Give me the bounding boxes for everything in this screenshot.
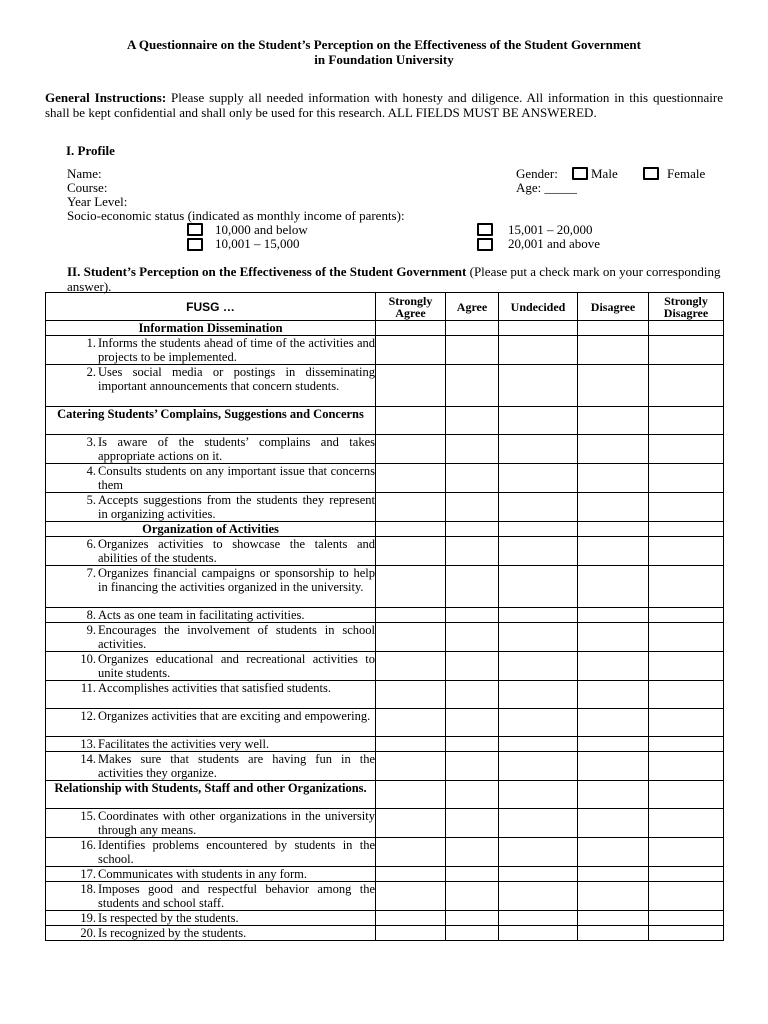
year-level-label: Year Level: — [67, 194, 128, 209]
question-cell — [46, 911, 376, 926]
question-text: Imposes good and respectful behavior among the students and school staff. — [98, 882, 375, 910]
response-cell[interactable] — [578, 737, 649, 752]
response-cell[interactable] — [578, 882, 649, 911]
category-blank-cell — [578, 407, 649, 435]
part2-heading-block — [67, 264, 723, 294]
response-cell[interactable] — [578, 493, 649, 522]
response-cell[interactable] — [649, 867, 724, 882]
category-blank-cell — [446, 407, 499, 435]
header-agree: Agree — [446, 293, 499, 321]
question-wrap — [46, 838, 375, 866]
response-cell[interactable] — [499, 709, 578, 737]
profile-heading: I. Profile — [66, 143, 115, 158]
question-wrap — [46, 709, 375, 723]
question-row — [46, 911, 724, 926]
category-blank-cell — [499, 522, 578, 537]
question-number: 1. — [86, 336, 96, 350]
category-row — [46, 781, 724, 809]
response-cell[interactable] — [578, 566, 649, 608]
response-cell[interactable] — [376, 608, 446, 623]
response-cell[interactable] — [578, 537, 649, 566]
response-cell[interactable] — [499, 882, 578, 911]
response-cell[interactable] — [649, 737, 724, 752]
response-cell[interactable] — [578, 464, 649, 493]
category-blank-cell — [376, 321, 446, 336]
question-cell — [46, 809, 376, 838]
question-number: 14. — [80, 752, 96, 766]
income-checkbox-3[interactable] — [477, 223, 493, 236]
question-wrap — [46, 752, 375, 780]
response-cell[interactable] — [578, 867, 649, 882]
category-blank-cell — [376, 522, 446, 537]
category-title: Organization of Activities — [46, 522, 376, 537]
question-number: 19. — [80, 911, 96, 925]
question-wrap — [46, 608, 375, 622]
response-cell[interactable] — [578, 623, 649, 652]
response-cell[interactable] — [649, 336, 724, 365]
question-cell — [46, 709, 376, 737]
question-cell — [46, 365, 376, 407]
response-cell[interactable] — [446, 838, 499, 867]
course-label: Course: — [67, 180, 108, 195]
question-text: Encourages the involvement of students in school activities. — [98, 623, 375, 651]
question-wrap — [46, 537, 375, 565]
income-checkbox-1[interactable] — [187, 223, 203, 236]
response-cell[interactable] — [578, 652, 649, 681]
question-text: Is recognized by the students. — [98, 926, 247, 940]
response-cell[interactable] — [649, 926, 724, 941]
title-line-1: A Questionnaire on the Student’s Perception on the Effectiveness of the Student Government — [127, 37, 641, 52]
response-cell[interactable] — [446, 623, 499, 652]
category-blank-cell — [446, 781, 499, 809]
question-text: Organizes financial campaigns or sponsorship to help in financing the activities organized in the university. — [98, 566, 375, 594]
item-column-header: FUSG … — [46, 293, 376, 321]
response-cell[interactable] — [376, 838, 446, 867]
question-text: Is aware of the students’ complains and takes appropriate actions on it. — [98, 435, 375, 463]
instructions-text: Please supply all needed information with honesty and diligence. All information in this questionnaire shall be kept confidential and shall only be used for this research. ALL FIELDS MUST BE ANSWERED. — [45, 90, 723, 120]
question-text: Organizes activities to showcase the talents and abilities of the students. — [98, 537, 375, 565]
question-row — [46, 737, 724, 752]
response-cell[interactable] — [376, 681, 446, 709]
question-row — [46, 336, 724, 365]
category-blank-cell — [499, 321, 578, 336]
response-cell[interactable] — [376, 809, 446, 838]
question-cell — [46, 926, 376, 941]
income-option-1: 10,000 and below — [215, 222, 308, 237]
response-cell[interactable] — [649, 681, 724, 709]
question-cell — [46, 623, 376, 652]
question-number: 7. — [86, 566, 96, 580]
male-label: Male — [591, 166, 618, 181]
question-cell — [46, 882, 376, 911]
category-title: Catering Students’ Complains, Suggestions and Concerns — [46, 407, 376, 435]
question-number: 2. — [86, 365, 96, 379]
question-number: 13. — [80, 737, 96, 751]
question-row — [46, 566, 724, 608]
question-text: Organizes educational and recreational activities to unite students. — [98, 652, 375, 680]
question-text: Makes sure that students are having fun in the activities they organize. — [98, 752, 375, 780]
response-cell[interactable] — [499, 435, 578, 464]
question-cell — [46, 537, 376, 566]
response-cell[interactable] — [499, 737, 578, 752]
question-number: 20. — [80, 926, 96, 940]
perception-table — [45, 292, 724, 941]
response-cell[interactable] — [649, 882, 724, 911]
response-cell[interactable] — [578, 608, 649, 623]
response-cell[interactable] — [649, 493, 724, 522]
question-row — [46, 435, 724, 464]
question-row — [46, 838, 724, 867]
response-cell[interactable] — [499, 652, 578, 681]
response-cell[interactable] — [649, 709, 724, 737]
category-row — [46, 407, 724, 435]
question-cell — [46, 752, 376, 781]
income-checkbox-4[interactable] — [477, 238, 493, 251]
response-cell[interactable] — [376, 752, 446, 781]
question-number: 17. — [80, 867, 96, 881]
response-cell[interactable] — [446, 566, 499, 608]
question-number: 11. — [80, 681, 96, 695]
table-body — [46, 321, 724, 941]
question-row — [46, 652, 724, 681]
instructions-label: General Instructions: — [45, 90, 167, 105]
category-blank-cell — [649, 407, 724, 435]
response-cell[interactable] — [649, 809, 724, 838]
category-row — [46, 522, 724, 537]
question-number: 10. — [80, 652, 96, 666]
category-blank-cell — [649, 321, 724, 336]
response-cell[interactable] — [578, 336, 649, 365]
question-cell — [46, 464, 376, 493]
question-wrap — [46, 882, 375, 910]
table-header-row — [46, 293, 724, 321]
category-blank-cell — [446, 321, 499, 336]
question-text: Facilitates the activities very well. — [98, 737, 270, 751]
header-strongly-agree: Strongly Agree — [376, 293, 446, 321]
response-cell[interactable] — [446, 926, 499, 941]
question-text: Uses social media or postings in disseminating important announcements that concern students. — [98, 365, 375, 393]
response-cell[interactable] — [649, 464, 724, 493]
response-cell[interactable] — [499, 493, 578, 522]
question-cell — [46, 681, 376, 709]
question-cell — [46, 435, 376, 464]
response-cell[interactable] — [499, 464, 578, 493]
response-cell[interactable] — [376, 867, 446, 882]
question-text: Identifies problems encountered by students in the school. — [98, 838, 375, 866]
question-row — [46, 867, 724, 882]
response-cell[interactable] — [376, 566, 446, 608]
question-number: 5. — [86, 493, 96, 507]
response-cell[interactable] — [446, 464, 499, 493]
response-cell[interactable] — [649, 365, 724, 407]
question-wrap — [46, 867, 375, 881]
response-cell[interactable] — [446, 493, 499, 522]
response-cell[interactable] — [499, 867, 578, 882]
response-cell[interactable] — [376, 926, 446, 941]
question-wrap — [46, 809, 375, 837]
question-row — [46, 882, 724, 911]
response-cell[interactable] — [376, 365, 446, 407]
question-text: Accepts suggestions from the students they represent in organizing activities. — [98, 493, 375, 521]
response-cell[interactable] — [649, 752, 724, 781]
response-cell[interactable] — [499, 608, 578, 623]
question-cell — [46, 867, 376, 882]
income-option-4: 20,001 and above — [508, 236, 601, 251]
response-cell[interactable] — [376, 623, 446, 652]
response-cell[interactable] — [578, 809, 649, 838]
question-wrap — [46, 464, 375, 492]
response-cell[interactable] — [499, 537, 578, 566]
header-strongly-disagree: Strongly Disagree — [649, 293, 724, 321]
response-cell[interactable] — [376, 709, 446, 737]
question-wrap — [46, 926, 375, 940]
category-blank-cell — [376, 781, 446, 809]
header-disagree: Disagree — [578, 293, 649, 321]
response-cell[interactable] — [446, 336, 499, 365]
question-text: Coordinates with other organizations in the university through any means. — [98, 809, 375, 837]
response-cell[interactable] — [446, 737, 499, 752]
question-wrap — [46, 336, 375, 364]
female-label: Female — [667, 166, 706, 181]
response-cell[interactable] — [446, 608, 499, 623]
response-cell[interactable] — [376, 464, 446, 493]
response-cell[interactable] — [446, 365, 499, 407]
female-checkbox[interactable] — [643, 167, 659, 180]
response-cell[interactable] — [649, 911, 724, 926]
response-cell[interactable] — [446, 652, 499, 681]
category-blank-cell — [446, 522, 499, 537]
title-line-2: in Foundation University — [314, 52, 454, 67]
response-cell[interactable] — [499, 809, 578, 838]
response-cell[interactable] — [446, 882, 499, 911]
question-cell — [46, 336, 376, 365]
category-blank-cell — [499, 781, 578, 809]
response-cell[interactable] — [499, 623, 578, 652]
question-row — [46, 493, 724, 522]
question-cell — [46, 493, 376, 522]
response-cell[interactable] — [499, 911, 578, 926]
response-cell[interactable] — [446, 537, 499, 566]
question-number: 18. — [80, 882, 96, 896]
ses-label: Socio-economic status (indicated as monthly income of parents): — [67, 208, 405, 223]
male-checkbox[interactable] — [572, 167, 588, 180]
question-text: Organizes activities that are exciting and empowering. — [98, 709, 371, 723]
response-cell[interactable] — [578, 681, 649, 709]
question-text: Acts as one team in facilitating activities. — [98, 608, 305, 622]
question-row — [46, 537, 724, 566]
question-wrap — [46, 566, 375, 594]
category-blank-cell — [578, 522, 649, 537]
question-row — [46, 926, 724, 941]
question-text: Is respected by the students. — [98, 911, 239, 925]
question-text: Consults students on any important issue that concerns them — [98, 464, 375, 492]
response-cell[interactable] — [446, 435, 499, 464]
question-row — [46, 752, 724, 781]
question-text: Accomplishes activities that satisfied students. — [98, 681, 331, 695]
gender-label: Gender: — [516, 166, 558, 181]
response-cell[interactable] — [649, 623, 724, 652]
question-wrap — [46, 435, 375, 463]
response-cell[interactable] — [499, 336, 578, 365]
response-cell[interactable] — [446, 681, 499, 709]
question-number: 8. — [86, 608, 96, 622]
category-row — [46, 321, 724, 336]
response-cell[interactable] — [376, 652, 446, 681]
question-row — [46, 608, 724, 623]
response-cell[interactable] — [446, 867, 499, 882]
question-number: 16. — [80, 838, 96, 852]
response-cell[interactable] — [499, 752, 578, 781]
response-cell[interactable] — [649, 537, 724, 566]
response-cell[interactable] — [578, 709, 649, 737]
response-cell[interactable] — [649, 566, 724, 608]
category-blank-cell — [376, 407, 446, 435]
response-cell[interactable] — [578, 752, 649, 781]
question-row — [46, 464, 724, 493]
category-blank-cell — [649, 781, 724, 809]
question-text: Communicates with students in any form. — [98, 867, 308, 881]
income-option-2: 10,001 – 15,000 — [215, 236, 300, 251]
question-wrap — [46, 737, 375, 751]
general-instructions — [45, 90, 723, 120]
category-title: Relationship with Students, Staff and other Organizations. — [46, 781, 376, 809]
response-cell[interactable] — [376, 493, 446, 522]
name-label: Name: — [67, 166, 102, 181]
part2-note: (Please put a check mark on your corresponding answer). — [67, 264, 721, 294]
category-blank-cell — [649, 522, 724, 537]
response-cell[interactable] — [578, 365, 649, 407]
category-blank-cell — [499, 407, 578, 435]
question-cell — [46, 737, 376, 752]
response-cell[interactable] — [578, 926, 649, 941]
question-number: 4. — [86, 464, 96, 478]
question-row — [46, 623, 724, 652]
question-cell — [46, 838, 376, 867]
response-cell[interactable] — [499, 681, 578, 709]
question-number: 3. — [86, 435, 96, 449]
question-row — [46, 709, 724, 737]
category-blank-cell — [578, 781, 649, 809]
question-wrap — [46, 365, 375, 393]
category-blank-cell — [578, 321, 649, 336]
response-cell[interactable] — [446, 911, 499, 926]
question-wrap — [46, 652, 375, 680]
response-cell[interactable] — [578, 838, 649, 867]
response-cell[interactable] — [376, 737, 446, 752]
response-cell[interactable] — [499, 838, 578, 867]
response-cell[interactable] — [578, 435, 649, 464]
response-cell[interactable] — [499, 926, 578, 941]
question-row — [46, 681, 724, 709]
response-cell[interactable] — [446, 752, 499, 781]
response-cell[interactable] — [649, 652, 724, 681]
question-cell — [46, 652, 376, 681]
response-cell[interactable] — [649, 608, 724, 623]
response-cell[interactable] — [376, 882, 446, 911]
question-row — [46, 809, 724, 838]
response-cell[interactable] — [649, 435, 724, 464]
response-cell[interactable] — [499, 566, 578, 608]
question-cell — [46, 566, 376, 608]
question-text: Informs the students ahead of time of the activities and projects to be implemented. — [98, 336, 375, 364]
question-wrap — [46, 493, 375, 521]
response-cell[interactable] — [446, 809, 499, 838]
income-checkbox-2[interactable] — [187, 238, 203, 251]
question-number: 9. — [86, 623, 96, 637]
response-cell[interactable] — [376, 537, 446, 566]
question-row — [46, 365, 724, 407]
question-wrap — [46, 623, 375, 651]
header-undecided: Undecided — [499, 293, 578, 321]
question-cell — [46, 608, 376, 623]
question-number: 15. — [80, 809, 96, 823]
response-cell[interactable] — [499, 365, 578, 407]
question-number: 12. — [80, 709, 96, 723]
question-number: 6. — [86, 537, 96, 551]
category-title: Information Dissemination — [46, 321, 376, 336]
question-wrap — [46, 911, 375, 925]
response-cell[interactable] — [376, 911, 446, 926]
response-cell[interactable] — [649, 838, 724, 867]
question-wrap — [46, 681, 375, 695]
income-option-3: 15,001 – 20,000 — [508, 222, 593, 237]
response-cell[interactable] — [446, 709, 499, 737]
response-cell[interactable] — [376, 336, 446, 365]
part2-heading: II. Student’s Perception on the Effectiveness of the Student Government — [67, 264, 467, 279]
age-field[interactable]: Age: _____ — [516, 180, 578, 195]
response-cell[interactable] — [376, 435, 446, 464]
response-cell[interactable] — [578, 911, 649, 926]
